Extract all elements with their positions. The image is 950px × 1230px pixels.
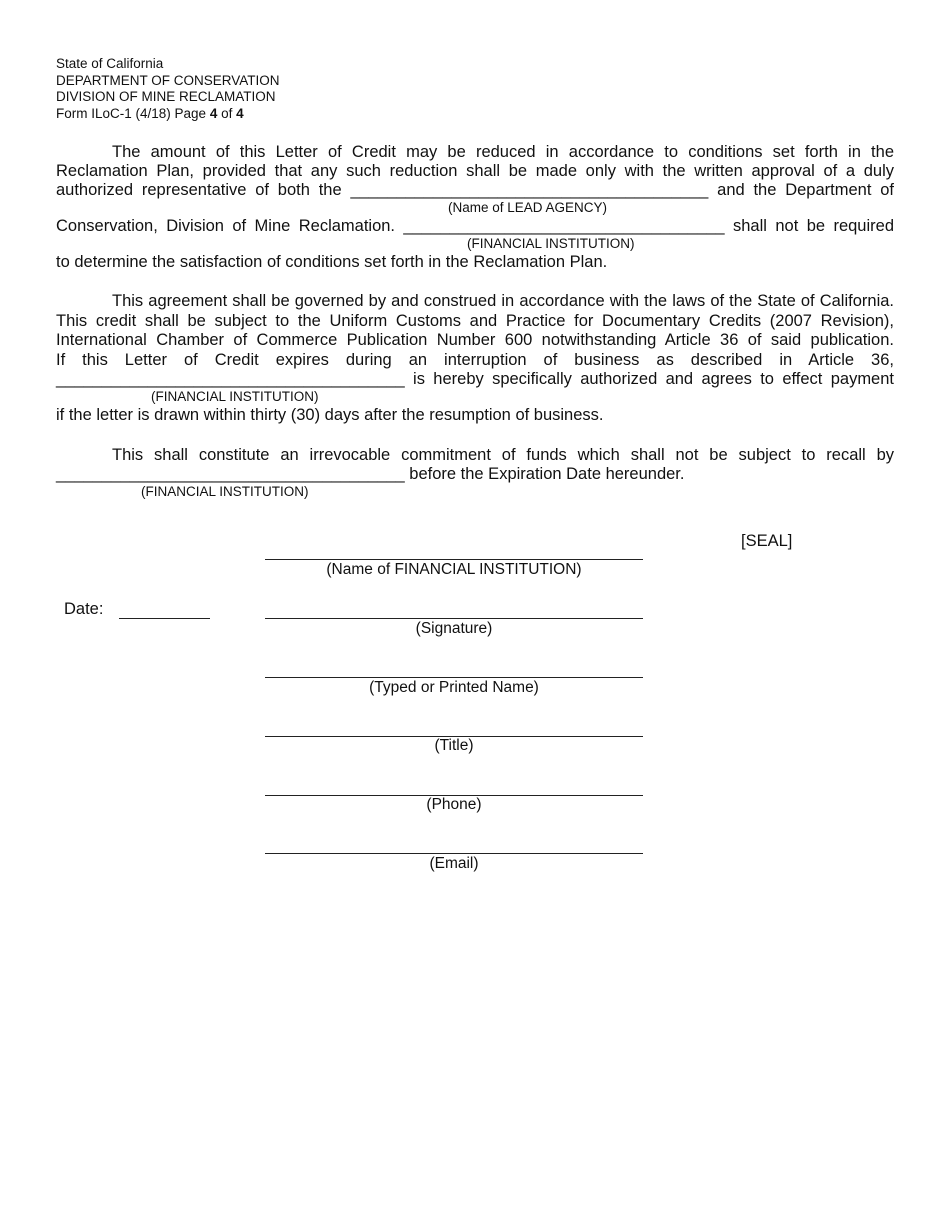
para2-line5: ______________________________________ is hereby specifically authorized and agrees to effect payment: [56, 370, 894, 388]
date-label: Date:: [64, 600, 104, 618]
email-label: (Email): [429, 855, 479, 872]
form-header: [56, 56, 280, 122]
phone-label: (Phone): [426, 796, 482, 813]
signature-line[interactable]: [265, 618, 643, 619]
printed-name-label: (Typed or Printed Name): [369, 679, 539, 696]
para1-line2: Reclamation Plan, provided that any such reduction shall be made only with the written approval of a duly: [56, 162, 894, 180]
para2-line2: This credit shall be subject to the Uniform Customs and Practice for Documentary Credits (2007 Revision),: [56, 312, 894, 330]
signature-label: (Signature): [415, 620, 493, 637]
para2-line3: International Chamber of Commerce Publication Number 600 notwithstanding Article 36 of said publication.: [56, 331, 894, 349]
para2-line4: If this Letter of Credit expires during an interruption of business as described in Article 36,: [56, 351, 894, 369]
para1-line5: to determine the satisfaction of conditions set forth in the Reclamation Plan.: [56, 253, 608, 271]
header-state: State of California: [56, 56, 164, 71]
page-total: 4: [236, 105, 244, 121]
para1-line3: authorized representative of both the _______________________________________ and the Department of: [56, 181, 894, 199]
header-division: DIVISION OF MINE RECLAMATION: [56, 89, 276, 104]
para3-line1: This shall constitute an irrevocable commitment of funds which shall not be subject to recall by: [112, 446, 894, 464]
header-department: DEPARTMENT OF CONSERVATION: [56, 72, 280, 88]
form-id: Form ILoC-1 (4/18) Page: [56, 105, 210, 121]
page-current: 4: [209, 105, 218, 121]
page-of: of: [217, 105, 237, 121]
printed-name-line[interactable]: [265, 677, 643, 678]
fin-inst-name-label: (Name of FINANCIAL INSTITUTION): [326, 561, 582, 578]
caption-lead-agency: (Name of LEAD AGENCY): [448, 200, 608, 215]
email-line[interactable]: [265, 853, 643, 854]
para3-line2: ______________________________________ before the Expiration Date hereunder.: [56, 465, 685, 483]
header-form-page: [56, 106, 280, 123]
caption-financial-institution-2: (FINANCIAL INSTITUTION): [151, 389, 319, 404]
para2-line6: if the letter is drawn within thirty (30) days after the resumption of business.: [56, 406, 604, 424]
caption-financial-institution-1: (FINANCIAL INSTITUTION): [467, 236, 635, 251]
caption-financial-institution-3: (FINANCIAL INSTITUTION): [141, 484, 309, 499]
seal-placeholder: [SEAL]: [741, 532, 793, 550]
fin-inst-name-line[interactable]: [265, 559, 643, 560]
para1-line1: The amount of this Letter of Credit may be reduced in accordance to conditions set forth in the: [112, 143, 894, 161]
para2-line1: This agreement shall be governed by and construed in accordance with the laws of the State of California.: [112, 292, 894, 310]
title-label: (Title): [434, 737, 474, 754]
date-line[interactable]: [119, 618, 210, 619]
para1-line4: Conservation, Division of Mine Reclamation. ___________________________________ shall not be required: [56, 217, 894, 235]
